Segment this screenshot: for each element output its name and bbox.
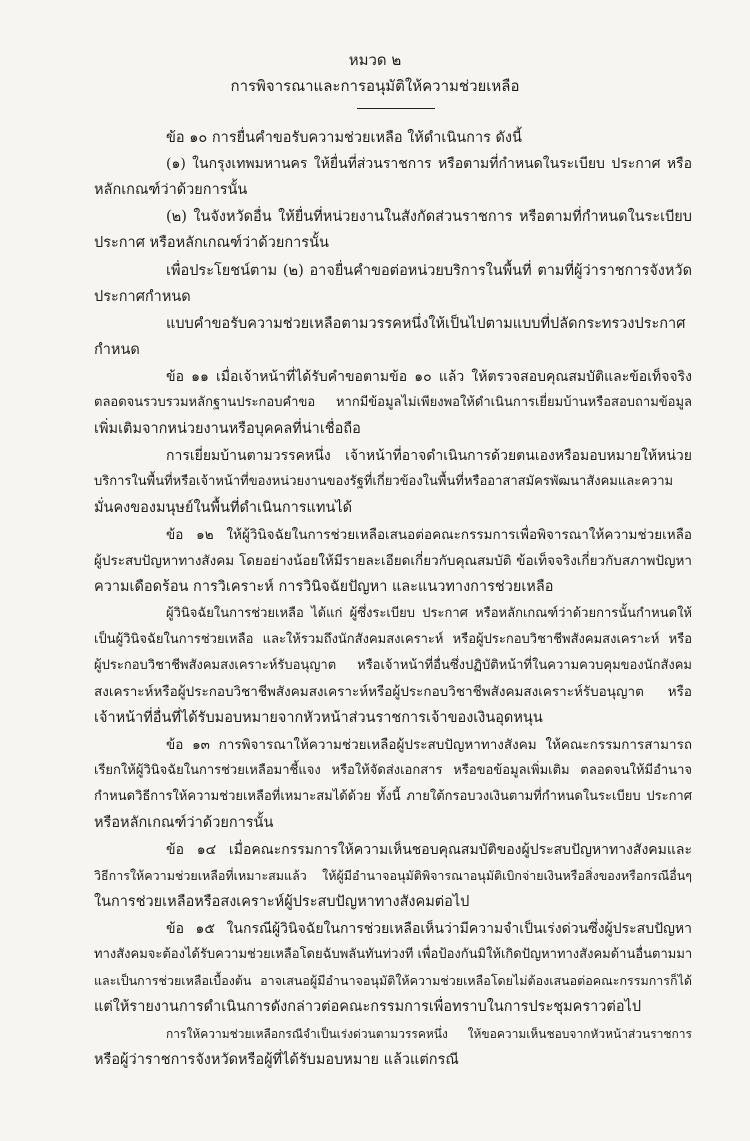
text-line: ในการช่วยเหลือหรือสงเคราะห์ผู้ประสบปัญหาทางสังคมต่อไป: [94, 894, 470, 910]
text-line: ข้อ ๑๔ เมื่อคณะกรรมการให้ความเห็นชอบคุณสมบัติของผู้ประสบปัญหาทางสังคมและ: [166, 842, 692, 858]
text-line: หลักเกณฑ์ว่าด้วยการนั้น: [94, 182, 248, 198]
title-underline: [357, 108, 435, 109]
text-line: มั่นคงของมนุษย์ในพื้นที่ดำเนินการแทนได้: [94, 500, 353, 516]
text-line: ประกาศกำหนด: [94, 289, 191, 305]
text-line: ข้อ ๑๐ การยื่นคำขอรับความช่วยเหลือ ให้ดำเนินการ ดังนี้: [166, 130, 522, 146]
text-line: ผู้วินิจฉัยในการช่วยเหลือ ได้แก่ ผู้ซึ่งระเบียบ ประกาศ หรือหลักเกณฑ์ว่าด้วยการนั้นกำหนดให้: [166, 606, 692, 621]
text-line: การเยี่ยมบ้านตามวรรคหนึ่ง เจ้าหน้าที่อาจดำเนินการด้วยตนเองหรือมอบหมายให้หน่วย: [166, 448, 692, 464]
text-line: (๒) ในจังหวัดอื่น ให้ยื่นที่หน่วยงานในสังกัดส่วนราชการ หรือตามที่กำหนดในระเบียบ: [166, 209, 692, 225]
text-line: ข้อ ๑๕ ในกรณีผู้วินิจฉัยในการช่วยเหลือเห็นว่ามีความจำเป็นเร่งด่วนซึ่งผู้ประสบปัญหา: [166, 921, 692, 937]
text-line: บริการในพื้นที่หรือเจ้าหน้าที่ของหน่วยงานของรัฐที่เกี่ยวข้องในพื้นที่หรืออาสาสมัครพัฒนาสังคมและความ: [94, 474, 674, 489]
text-line: ความเดือดร้อน การวิเคราะห์ การวินิจฉัยปัญหา และแนวทางการช่วยเหลือ: [94, 579, 554, 595]
chapter-title: การพิจารณาและการอนุมัติให้ความช่วยเหลือ: [230, 77, 520, 95]
text-line: และเป็นการช่วยเหลือเบื้องต้น อาจเสนอผู้มีอำนาจอนุมัติให้ความช่วยเหลือโดยไม่ต้องเสนอต่อคณะกรรมการก็ได้: [94, 973, 692, 988]
text-line: กำหนดวิธีการให้ความช่วยเหลือที่เหมาะสมได้ด้วย ทั้งนี้ ภายใต้กรอบวงเงินตามที่กำหนดในระเบียบ ประกาศ: [94, 789, 692, 804]
text-line: ตลอดจนรวบรวมหลักฐานประกอบคำขอ หากมีข้อมูลไม่เพียงพอให้ดำเนินการเยี่ยมบ้านหรือสอบถามข้อมูล: [94, 395, 692, 410]
text-line: ทางสังคมจะต้องได้รับความช่วยเหลือโดยฉับพลันทันท่วงที เพื่อป้องกันมิให้เกิดปัญหาทางสังคมด้านอื่นตามมา: [94, 947, 693, 962]
text-line: ข้อ ๑๓ การพิจารณาให้ความช่วยเหลือผู้ประสบปัญหาทางสังคม ให้คณะกรรมการสามารถ: [166, 737, 692, 753]
text-line: แต่ให้รายงานการดำเนินการดังกล่าวต่อคณะกรรมการเพื่อทราบในการประชุมคราวต่อไป: [94, 999, 642, 1015]
text-line: เรียกให้ผู้วินิจฉัยในการช่วยเหลือมาชี้แจง หรือให้จัดส่งเอกสาร หรือขอข้อมูลเพิ่มเติม ตลอดจนให้มีอำนาจ: [94, 763, 692, 778]
text-line: วิธีการให้ความช่วยเหลือที่เหมาะสมแล้ว ให้ผู้มีอำนาจอนุมัติพิจารณาอนุมัติเบิกจ่ายเงินหรือสิ่งของหรือกรณีอื่นๆ: [94, 868, 692, 883]
text-line: กำหนด: [94, 342, 140, 358]
text-line: สงเคราะห์หรือผู้ประกอบวิชาชีพสังคมสงเคราะห์หรือผู้ประกอบวิชาชีพสังคมสงเคราะห์รับอนุญาต หรือ: [94, 684, 692, 700]
text-line: การให้ความช่วยเหลือกรณีจำเป็นเร่งด่วนตามวรรคหนึ่ง ให้ขอความเห็นชอบจากหัวหน้าส่วนราชการ: [166, 1027, 692, 1041]
text-line: แบบคำขอรับความช่วยเหลือตามวรรคหนึ่งให้เป็นไปตามแบบที่ปลัดกระทรวงประกาศ: [166, 316, 686, 332]
text-line: (๑) ในกรุงเทพมหานคร ให้ยื่นที่ส่วนราชการ หรือตามที่กำหนดในระเบียบ ประกาศ หรือ: [166, 156, 692, 172]
text-line: ข้อ ๑๑ เมื่อเจ้าหน้าที่ได้รับคำขอตามข้อ ๑๐ แล้ว ให้ตรวจสอบคุณสมบัติและข้อเท็จจริง: [166, 369, 692, 385]
text-line: หรือผู้ว่าราชการจังหวัดหรือผู้ที่ได้รับมอบหมาย แล้วแต่กรณี: [94, 1052, 459, 1068]
text-line: ประกาศ หรือหลักเกณฑ์ว่าด้วยการนั้น: [94, 235, 329, 251]
text-line: เพื่อประโยชน์ตาม (๒) อาจยื่นคำขอต่อหน่วยบริการในพื้นที่ ตามที่ผู้ว่าราชการจังหวัด: [166, 263, 692, 279]
text-line: ผู้ประกอบวิชาชีพสังคมสงเคราะห์รับอนุญาต หรือเจ้าหน้าที่อื่นซึ่งปฏิบัติหน้าที่ในความควบคุมของนักสังคม: [94, 658, 692, 673]
text-line: หรือหลักเกณฑ์ว่าด้วยการนั้น: [94, 815, 274, 831]
text-line: เป็นผู้วินิจฉัยในการช่วยเหลือ และให้รวมถึงนักสังคมสงเคราะห์ หรือผู้ประกอบวิชาชีพสังคมสงเคราะห์ หรือ: [94, 632, 692, 647]
text-line: เจ้าหน้าที่อื่นที่ได้รับมอบหมายจากหัวหน้าส่วนราชการเจ้าของเงินอุดหนุน: [94, 710, 543, 726]
text-line: เพิ่มเติมจากหน่วยงานหรือบุคคลที่น่าเชื่อถือ: [94, 421, 361, 437]
text-line: ข้อ ๑๒ ให้ผู้วินิจฉัยในการช่วยเหลือเสนอต่อคณะกรรมการเพื่อพิจารณาให้ความช่วยเหลือ: [166, 527, 692, 543]
chapter-heading: หมวด ๒: [348, 51, 402, 69]
text-line: ผู้ประสบปัญหาทางสังคม โดยอย่างน้อยให้มีรายละเอียดเกี่ยวกับคุณสมบัติ ข้อเท็จจริงเกี่ยวกับสภาพปัญหา: [94, 553, 692, 569]
